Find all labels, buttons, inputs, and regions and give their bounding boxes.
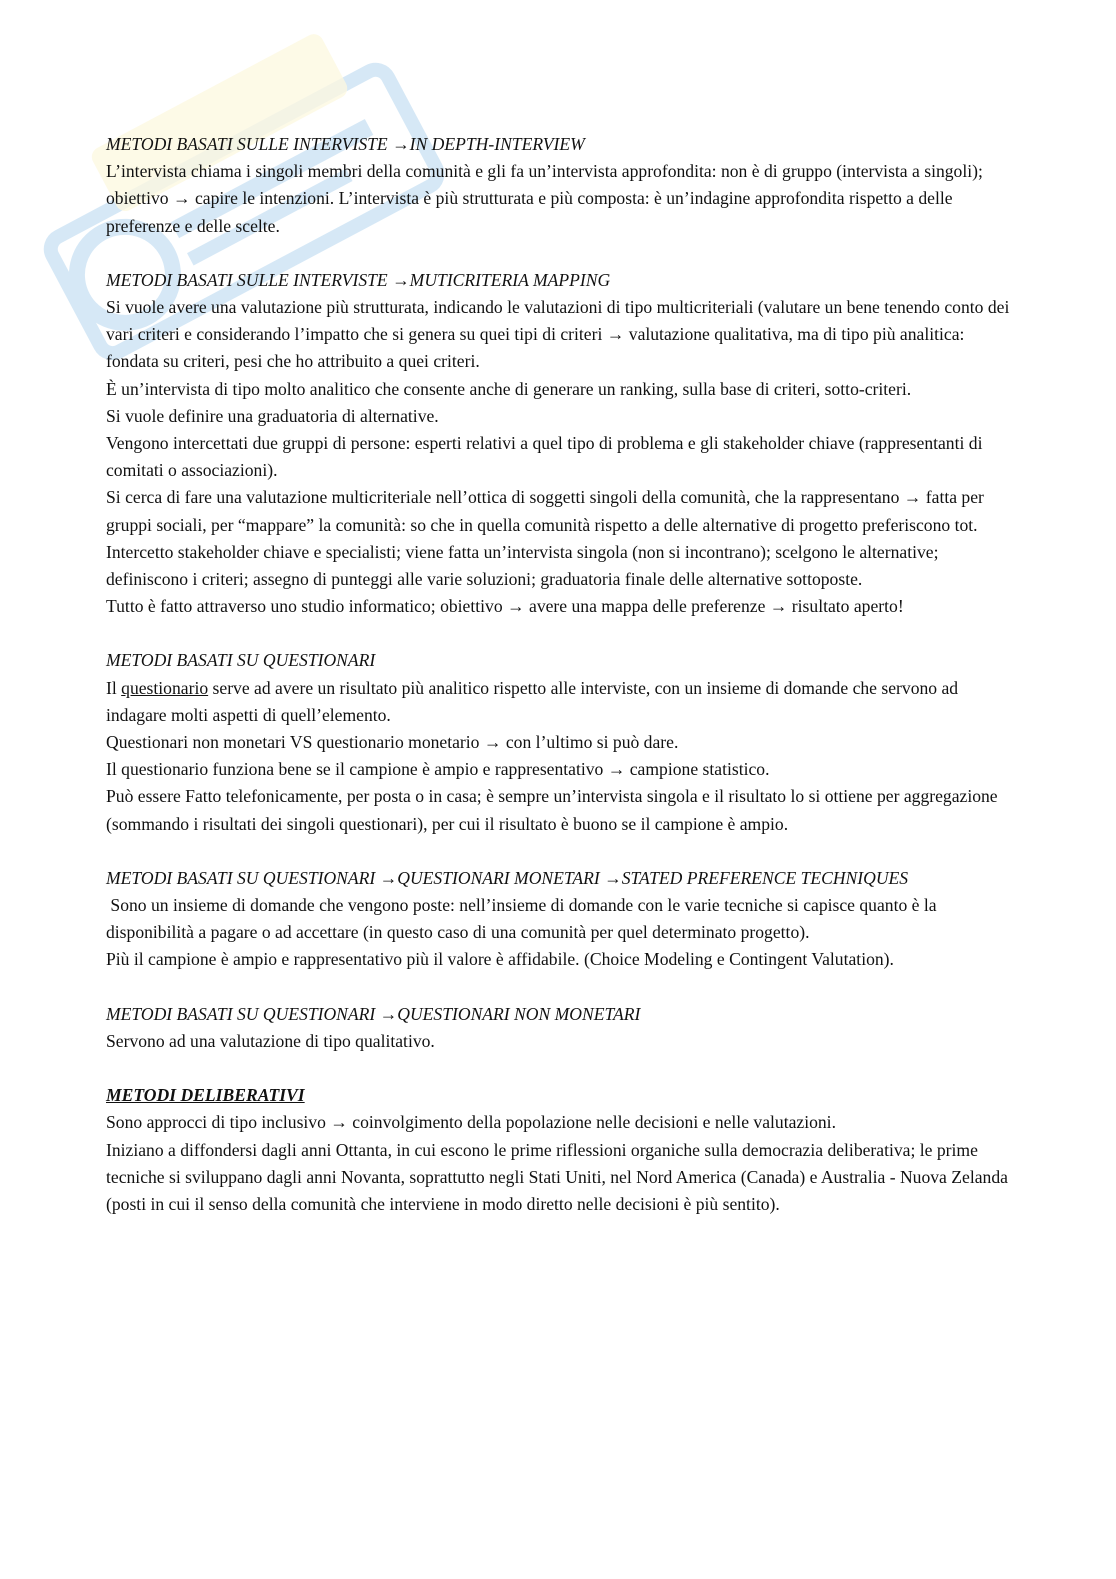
section-questionari-non-monetari [106, 1001, 1011, 1055]
section-questionari [106, 647, 1011, 837]
paragraph: Tutto è fatto attraverso uno studio informatico; obiettivo → avere una mappa delle preferenze → risultato aperto! [106, 596, 904, 617]
paragraph: Intercetto stakeholder chiave e specialisti; viene fatta un’intervista singola (non si incontrano); scelgono le alternative; definiscono i criteri; assegno di punteggi alle varie soluzioni; graduatoria finale delle alternative sottoposte. [106, 541, 939, 590]
arrow-icon: → [507, 596, 525, 617]
paragraph: Iniziano a diffondersi dagli anni Ottanta, in cui escono le prime riflessioni organiche sulla democrazia deliberativa; le prime tecniche si sviluppano dagli anni Novanta, soprattutto negli Stati Uniti, nel Nord America (Canada) e Australia - Nuova Zelanda (posti in cui il senso della comunità che interviene in modo diretto nelle decisioni è più sentito). [106, 1139, 1008, 1214]
arrow-icon: → [903, 487, 922, 508]
section-heading-main: METODI DELIBERATIVI [106, 1085, 305, 1106]
paragraph: Vengono intercettati due gruppi di persone: esperti relativi a quel tipo di problema e gli stakeholder chiave (rappresentanti di comitati o associazioni). [106, 433, 983, 481]
section-heading: METODI BASATI SULLE INTERVISTE →MUTICRITERIA MAPPING [106, 269, 611, 290]
section-heading: METODI BASATI SU QUESTIONARI →QUESTIONARI MONETARI →STATED PREFERENCE TECHNIQUES [106, 867, 909, 888]
paragraph: Può essere Fatto telefonicamente, per posta o in casa; è sempre un’intervista singola e il risultato lo si ottiene per aggregazione (sommando i risultati dei singoli questionari), per cui il risultato è buono se il campione è ampio. [106, 786, 998, 834]
paragraph: L’intervista chiama i singoli membri della comunità e gli fa un’intervista approfondita: non è di gruppo (intervista a singoli); obiettivo → capire le intenzioni. L’intervista è più strutturata e più composta: è un’indagine approfondita rispetto a delle preferenze e delle scelte. [106, 161, 983, 236]
paragraph: Sono un insieme di domande che vengono poste: nell’insieme di domande con le varie tecniche si capisce quanto è la disponibilità a pagare o ad accettare (in questo caso di una comunità per quel determinato progetto). [106, 895, 941, 943]
paragraph: Il questionario serve ad avere un risultato più analitico rispetto alle interviste, con un insieme di domande che servono ad indagare molti aspetti di quell’elemento. [106, 677, 959, 725]
section-heading: METODI BASATI SULLE INTERVISTE →IN DEPTH-INTERVIEW [106, 134, 585, 154]
section-heading: METODI BASATI SU QUESTIONARI →QUESTIONARI NON MONETARI [106, 1003, 641, 1024]
paragraph: Sono approcci di tipo inclusivo → coinvolgimento della popolazione nelle decisioni e nelle valutazioni. [106, 1112, 836, 1133]
paragraph: Più il campione è ampio e rappresentativo più il valore è affidabile. (Choice Modeling e Contingent Valutation). [106, 949, 894, 970]
section-in-depth-interview [106, 131, 1011, 240]
section-multicriteria-mapping [106, 267, 1011, 621]
arrow-icon: → [330, 1112, 348, 1133]
paragraph: Si vuole avere una valutazione più strutturata, indicando le valutazioni di tipo multicriteriali (valutare un bene tenendo conto dei vari criteri e considerando l’impatto che si genera su quei tipi di criteri → valutazione qualitativa, ma di tipo più analitica: fondata su criteri, pesi che ho attribuito a quei criteri. [106, 297, 1010, 372]
arrow-icon: → [604, 867, 622, 888]
arrow-icon: → [769, 596, 788, 617]
paragraph: È un’intervista di tipo molto analitico che consente anche di generare un ranking, sulla base di criteri, sotto-criteri. [106, 378, 912, 399]
section-heading: METODI BASATI SU QUESTIONARI [106, 650, 376, 671]
arrow-icon: → [379, 867, 398, 888]
section-questionari-monetari [106, 865, 1011, 974]
paragraph: Questionari non monetari VS questionario monetario → con l’ultimo si può dare. [106, 732, 679, 753]
paragraph: Si cerca di fare una valutazione multicriteriale nell’ottica di soggetti singoli della comunità, che la rappresentano → fatta per gruppi sociali, per “mappare” la comunità: so che in quella comunità rispetto a delle alternative di progetto preferiscono tot. [106, 487, 984, 535]
arrow-icon: → [606, 324, 625, 345]
paragraph: Servono ad una valutazione di tipo qualitativo. [106, 1030, 435, 1051]
arrow-icon: → [392, 269, 410, 290]
arrow-icon: → [379, 1003, 398, 1024]
arrow-icon: → [172, 188, 191, 209]
paragraph: Si vuole definire una graduatoria di alternative. [106, 405, 439, 426]
arrow-icon: → [607, 759, 626, 780]
section-metodi-deliberativi [106, 1082, 1011, 1218]
questionario-link[interactable]: questionario [121, 677, 209, 698]
arrow-icon: → [392, 134, 410, 154]
paragraph: Il questionario funziona bene se il campione è ampio e rappresentativo → campione statistico. [106, 759, 770, 780]
document-body [106, 131, 1011, 1245]
arrow-icon: → [483, 732, 502, 753]
